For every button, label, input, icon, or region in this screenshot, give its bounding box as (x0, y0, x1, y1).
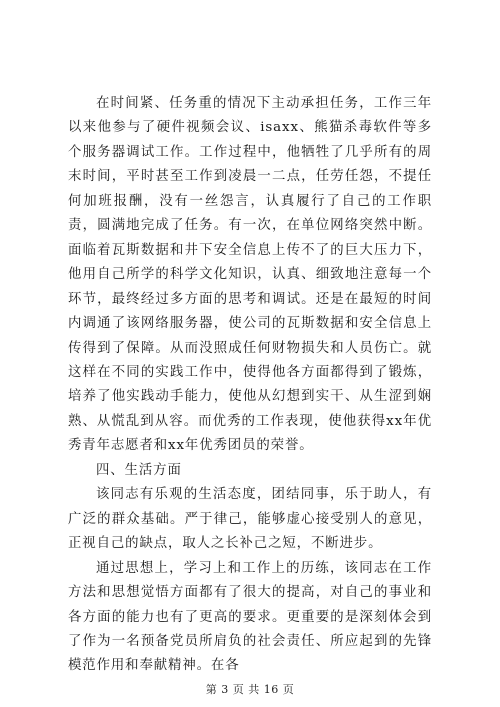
paragraph-work-achievements: 在时间紧、任务重的情况下主动承担任务，工作三年以来他参与了硬件视频会议、isaxx、熊猫杀毒软件等多个服务器调试工作。工作过程中，他牺牲了几乎所有的周末时间，平时甚至工作到凌晨一二点，任劳任怨，不提任何加班报酬，没有一丝怨言，认真履行了自己的工作职责，圆满地完成了任务。有一次，在单位网络突然中断。面临着瓦斯数据和井下安全信息上传不了的巨大压力下，他用自己所学的科学文化知识，认真、细致地注意每一个环节，最终经过多方面的思考和调试。还是在最短的时间内调通了该网络服务器，使公司的瓦斯数据和安全信息上传得到了保障。从而没照成任何财物损失和人员伤亡。就这样在不同的实践工作中，使得他各方面都得到了锻炼，培养了他实践动手能力，使他从幻想到实干、从生涩到娴熟、从慌乱到从容。而优秀的工作表现，使他获得xx年优秀青年志愿者和xx年优秀团员的荣誉。 (68, 96, 432, 454)
paragraph-growth-summary: 通过思想上，学习上和工作上的历练，该同志在工作方法和思想觉悟方面都有了很大的提高，对自己的事业和各方面的能力也有了更高的要求。更重要的是深刻体会到了作为一名预备党员所肩负的社会责任、所应起到的先锋模范作用和奉献精神。在各 (68, 560, 432, 674)
paragraph-life-attitude: 该同志有乐观的生活态度，团结同事，乐于助人，有广泛的群众基础。严于律己，能够虚心接受别人的意见，正视自己的缺点，取人之长补己之短，不断进步。 (68, 487, 432, 552)
document-body (68, 92, 432, 679)
section-heading-life: 四、生活方面 (96, 462, 182, 478)
page-number-footer: 第 3 页 共 16 页 (205, 683, 295, 696)
